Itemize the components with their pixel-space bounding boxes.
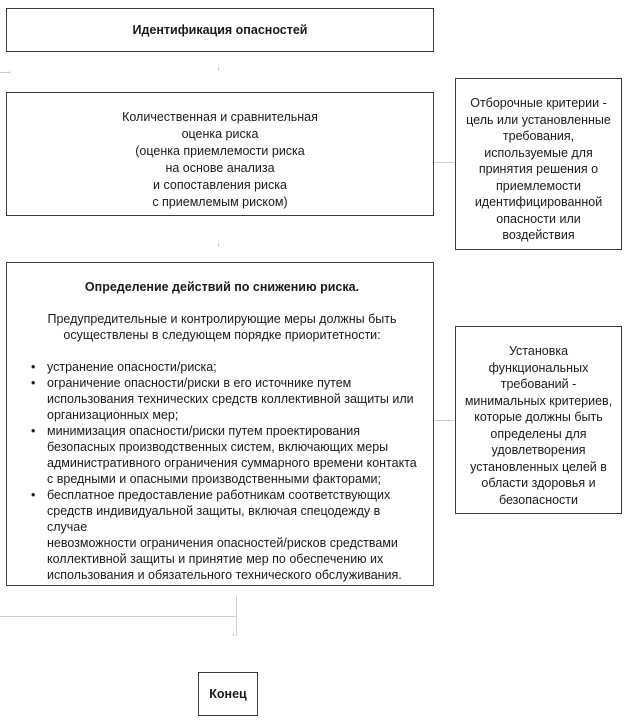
list-item (47, 487, 419, 583)
hazard-identification-label: Идентификация опасностей (132, 23, 308, 37)
list-item-line: средств индивидуальной защиты, включая спецодежду в случае (47, 504, 381, 534)
requirements-line: Установка (508, 344, 569, 358)
list-item-line: • устранение опасности/риска; (47, 360, 217, 374)
list-item (47, 423, 419, 487)
arrow-right-icon: → (441, 413, 452, 425)
list-item (47, 375, 419, 423)
list-item-line: • минимизация опасности/риски путем проектирования (47, 424, 360, 438)
connector-to-criteria (434, 162, 454, 163)
arrow-down-icon: ↓ (231, 627, 237, 639)
list-item-line: • бесплатное предоставление работникам соответствующих (47, 488, 391, 502)
list-item-line: коллективной защиты и принятие мер по обеспечению их (47, 552, 384, 566)
list-item-line: невозможности ограничения опасностей/рисков средствами (47, 536, 398, 550)
requirements-line: требований - (500, 377, 577, 391)
requirements-line: безопасности (498, 492, 579, 507)
hazard-identification-box (6, 8, 434, 52)
risk-reduction-actions-box (6, 262, 434, 586)
requirements-line: минимальных критериев, (464, 393, 613, 408)
arrow-right-icon: → (2, 65, 13, 77)
criteria-line: идентифицированной (474, 195, 603, 209)
list-item-line: организационных мер; (47, 408, 179, 422)
assessment-line: с приемлемым риском) (152, 195, 288, 209)
arrow-down-icon: ↓ (216, 237, 222, 249)
criteria-line: цель или установленные (466, 112, 611, 127)
criteria-line: воздействия (502, 228, 575, 242)
criteria-line: принятия решения о (478, 162, 599, 176)
criteria-line: опасности или (496, 211, 581, 226)
assessment-line: на основе анализа (165, 161, 275, 175)
criteria-line: приемлемости (496, 178, 581, 193)
arrow-down-icon: ↓ (216, 61, 222, 73)
requirements-line: которые должны быть (474, 410, 603, 424)
criteria-line: Отборочные критерии - (470, 96, 607, 110)
list-item-line: использования технических средств коллективной защиты или (47, 392, 414, 406)
list-item-line: с вредными и опасными производственными факторами; (47, 472, 381, 486)
requirements-line: функциональных (488, 360, 589, 375)
assessment-line: Количественная и сравнительная (122, 110, 318, 124)
functional-requirements-box (455, 326, 622, 514)
list-item-line: безопасных производственных систем, включающих меры (47, 440, 389, 454)
list-item (47, 359, 419, 375)
list-item-line: административного ограничения суммарного времени контакта (47, 456, 417, 470)
requirements-line: удовлетворения (491, 443, 586, 457)
risk-assessment-box (6, 92, 434, 216)
end-box (198, 672, 258, 716)
assessment-line: и сопоставления риска (153, 178, 287, 192)
requirements-line: определены для (490, 426, 587, 441)
criteria-line: используемые для (484, 145, 593, 160)
actions-title: Определение действий по снижению риска. (84, 280, 360, 294)
assessment-line: оценка риска (181, 127, 259, 141)
actions-list (25, 359, 419, 583)
selection-criteria-box (455, 78, 622, 250)
requirements-line: установленных целей в (470, 459, 607, 474)
actions-intro-line: Предупредительные и контролирующие меры должны быть (47, 312, 397, 326)
criteria-line: требования, (502, 129, 575, 143)
list-item-line: использования и обязательного технического обслуживания. (47, 568, 402, 582)
requirements-line: области здоровья и (481, 476, 596, 490)
actions-intro-line: осуществлены в следующем порядке приоритетности: (63, 328, 381, 342)
end-label: Конец (209, 687, 247, 701)
connector-left-bottom (0, 616, 236, 617)
assessment-line: (оценка приемлемости риска (135, 144, 305, 158)
actions-intro (25, 311, 419, 343)
list-item-line: • ограничение опасности/риски в его источнике путем (47, 376, 352, 390)
